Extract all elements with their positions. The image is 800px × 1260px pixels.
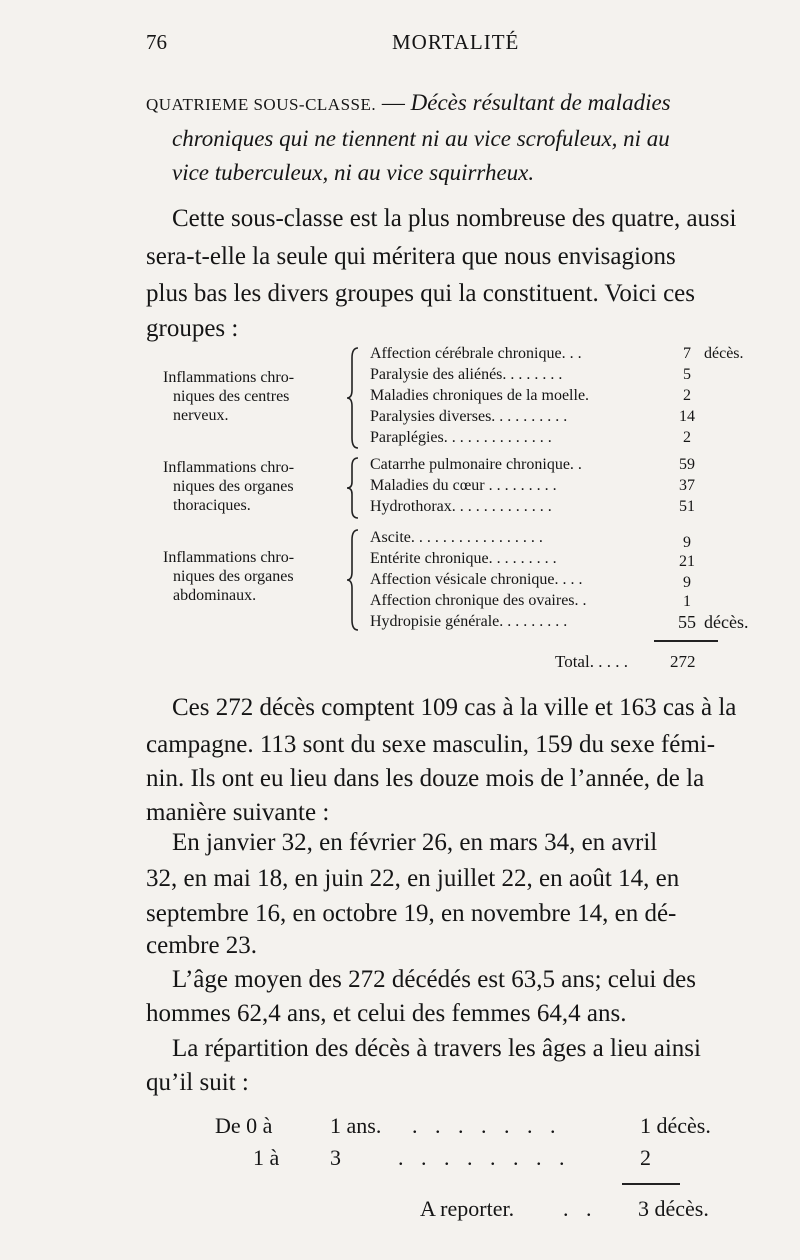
- item-hydropisie: Hydropisie générale. . . . . . . . .: [370, 613, 568, 630]
- para2-line-2: campagne. 113 sont du sexe masculin, 159 du sexe fémi-: [146, 731, 716, 758]
- count-affection-cerebrale: 7: [683, 345, 691, 362]
- carry-dots: . .: [563, 1196, 598, 1221]
- group-label-line: thoraciques.: [173, 497, 251, 514]
- group-label-line: nerveux.: [173, 407, 229, 424]
- age-row-1-count: 2: [640, 1145, 651, 1170]
- total-label: Total. . . . .: [555, 652, 628, 671]
- count-affection-vesicale: 9: [683, 574, 691, 591]
- count-paralysie-alienes: 5: [683, 366, 691, 383]
- para4-line-1: L’âge moyen des 272 décédés est 63,5 ans; celui des: [172, 966, 696, 993]
- group-label-line: Inflammations chro-: [163, 459, 295, 476]
- item-affection-ovaires: Affection chronique des ovaires. .: [370, 592, 587, 609]
- count-paraplegies: 2: [683, 429, 691, 446]
- para3-line-4: cembre 23.: [146, 932, 258, 959]
- brace-group-2: [346, 456, 360, 520]
- count-ascite: 9: [683, 534, 691, 551]
- age-row-0-count: 1 décès.: [640, 1113, 711, 1138]
- brace-group-3: [346, 528, 360, 632]
- count-maladies-moelle: 2: [683, 387, 691, 404]
- section-title-line-2: [172, 122, 792, 156]
- item-catarrhe: Catarrhe pulmonaire chronique. .: [370, 456, 582, 473]
- para4-line-2: hommes 62,4 ans, et celui des femmes 64,4 ans.: [146, 1000, 627, 1027]
- age-row-1-to: 3: [330, 1145, 341, 1170]
- intro-line-2: sera-t-elle la seule qui méritera que nous envisagions: [146, 243, 676, 270]
- para3-line-2: 32, en mai 18, en juin 22, en juillet 22, en août 14, en: [146, 865, 680, 892]
- section-title-line-3: [172, 156, 792, 190]
- count-hydropisie: 55: [678, 612, 696, 632]
- unit-deces: décès.: [704, 612, 749, 632]
- section-title-italic-2: chroniques qui ne tiennent ni au vice scrofuleux, ni au: [172, 126, 670, 151]
- section-title-line-1: [146, 86, 766, 122]
- carry-value: 3 décès.: [638, 1196, 709, 1221]
- count-catarrhe: 59: [679, 456, 695, 473]
- group-label-line: Inflammations chro-: [163, 369, 295, 386]
- page-number: 76: [146, 30, 167, 54]
- total-value: 272: [670, 652, 696, 671]
- intro-line-1: Cette sous-classe est la plus nombreuse des quatre, aussi: [172, 205, 737, 232]
- para5-line-2: qu’il suit :: [146, 1069, 249, 1096]
- item-affection-cerebrale: Affection cérébrale chronique. . .: [370, 345, 582, 362]
- carry-rule: [622, 1183, 680, 1185]
- total-rule: [654, 640, 718, 642]
- intro-line-3: plus bas les divers groupes qui la constituent. Voici ces: [146, 280, 695, 307]
- para3-line-3: septembre 16, en octobre 19, en novembre 14, en dé-: [146, 900, 677, 927]
- item-maladies-moelle: Maladies chroniques de la moelle.: [370, 387, 590, 404]
- item-paralysies-diverses: Paralysies diverses. . . . . . . . . .: [370, 408, 568, 425]
- section-dash: —: [381, 90, 405, 115]
- age-row-1-dots: . . . . . . . .: [398, 1145, 571, 1170]
- age-row-0-dots: . . . . . . .: [412, 1113, 562, 1138]
- item-affection-vesicale: Affection vésicale chronique. . . .: [370, 571, 583, 588]
- para5-line-1: La répartition des décès à travers les âges a lieu ainsi: [172, 1035, 701, 1062]
- age-row-0-from: De 0 à: [215, 1113, 273, 1138]
- group-label-line: niques des centres: [173, 388, 290, 405]
- para2-line-1: Ces 272 décès comptent 109 cas à la ville et 163 cas à la: [172, 694, 737, 721]
- item-enterite: Entérite chronique. . . . . . . . .: [370, 550, 557, 567]
- carry-label: A reporter.: [420, 1196, 515, 1221]
- age-row-1-from: 1 à: [253, 1145, 280, 1170]
- section-title-italic-3: vice tuberculeux, ni au vice squirrheux.: [172, 160, 535, 185]
- group-label-abdominal: [163, 548, 343, 605]
- item-ascite: Ascite. . . . . . . . . . . . . . . . .: [370, 529, 543, 546]
- item-hydrothorax: Hydrothorax. . . . . . . . . . . . .: [370, 498, 552, 515]
- unit-deces: décès.: [704, 345, 744, 362]
- count-paralysies-diverses: 14: [679, 408, 695, 425]
- brace-group-1: [346, 346, 360, 450]
- running-title: MORTALITÉ: [392, 30, 520, 54]
- para2-line-4: manière suivante :: [146, 799, 330, 826]
- count-enterite: 21: [679, 553, 695, 570]
- item-maladies-coeur: Maladies du cœur . . . . . . . . .: [370, 477, 557, 494]
- group-label-line: abdominaux.: [173, 587, 257, 604]
- para2-line-3: nin. Ils ont eu lieu dans les douze mois de l’année, de la: [146, 765, 705, 792]
- item-paralysie-alienes: Paralysie des aliénés. . . . . . . .: [370, 366, 563, 383]
- section-title-italic-1: Décès résultant de maladies: [410, 90, 671, 115]
- group-label-line: niques des organes: [173, 478, 294, 495]
- item-paraplegies: Paraplégies. . . . . . . . . . . . . .: [370, 429, 552, 446]
- count-affection-ovaires: 1: [683, 593, 691, 610]
- count-maladies-coeur: 37: [679, 477, 695, 494]
- age-row-0-to: 1 ans.: [330, 1113, 382, 1138]
- group-label-nervous: [163, 368, 343, 425]
- group-label-line: Inflammations chro-: [163, 549, 295, 566]
- group-label-line: niques des organes: [173, 568, 294, 585]
- section-lead: QUATRIEME SOUS-CLASSE.: [146, 95, 377, 114]
- intro-line-4: groupes :: [146, 315, 239, 342]
- count-hydrothorax: 51: [679, 498, 695, 515]
- para3-line-1: En janvier 32, en février 26, en mars 34, en avril: [172, 829, 658, 856]
- group-label-thoracic: [163, 458, 343, 515]
